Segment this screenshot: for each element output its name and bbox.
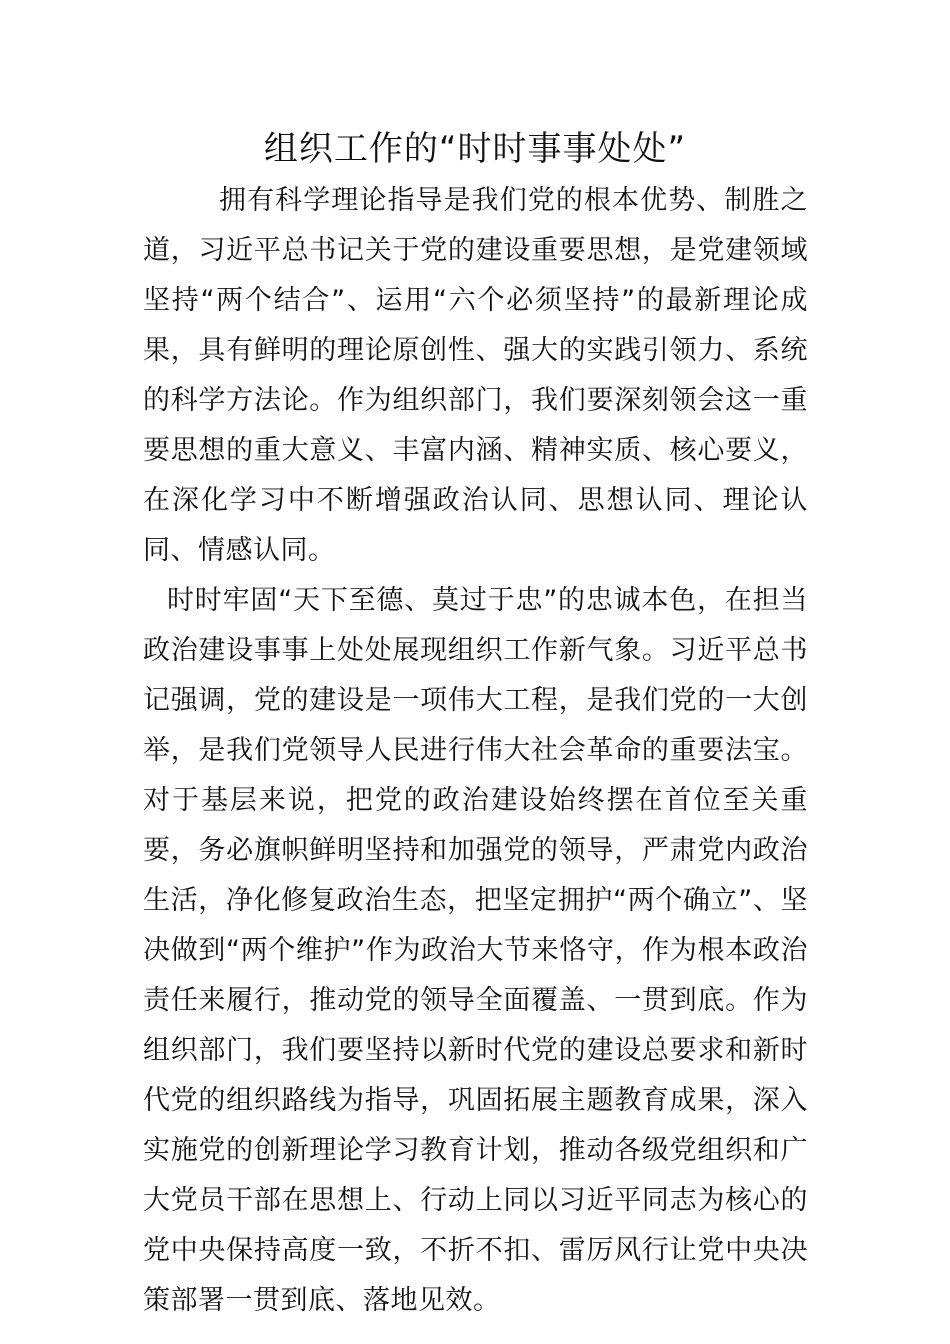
document-body [143,176,808,1326]
paragraph-1: 拥有科学理论指导是我们党的根本优势、制胜之道，习近平总书记关于党的建设重要思想，是党建领域坚持“两个结合”、运用“六个必须坚持”的最新理论成果，具有鲜明的理论原创性、强大的实践引领力、系统的科学方法论。作为组织部门，我们要深刻领会这一重要思想的重大意义、丰富内涵、精神实质、核心要义，在深化学习中不断增强政治认同、思想认同、理论认同、情感认同。 [143,185,808,566]
paragraph-2: 时时牢固“天下至德、莫过于忠”的忠诚本色，在担当政治建设事事上处处展现组织工作新气象。习近平总书记强调，党的建设是一项伟大工程，是我们党的一大创举，是我们党领导人民进行伟大社会革命的重要法宝。对于基层来说，把党的政治建设始终摆在首位至关重要，务必旗帜鲜明坚持和加强党的领导，严肃党内政治生活，净化修复政治生态，把坚定拥护“两个确立”、坚决做到“两个维护”作为政治大节来恪守，作为根本政治责任来履行，推动党的领导全面覆盖、一贯到底。作为组织部门，我们要坚持以新时代党的建设总要求和新时代党的组织路线为指导，巩固拓展主题教育成果，深入实施党的创新理论学习教育计划，推动各级党组织和广大党员干部在思想上、行动上同以习近平同志为核心的党中央保持高度一致，不折不扣、雷厉风行让党中央决策部署一贯到底、落地见效。 [143,585,808,1316]
document-title: 组织工作的“时时事事处处” [263,129,687,169]
